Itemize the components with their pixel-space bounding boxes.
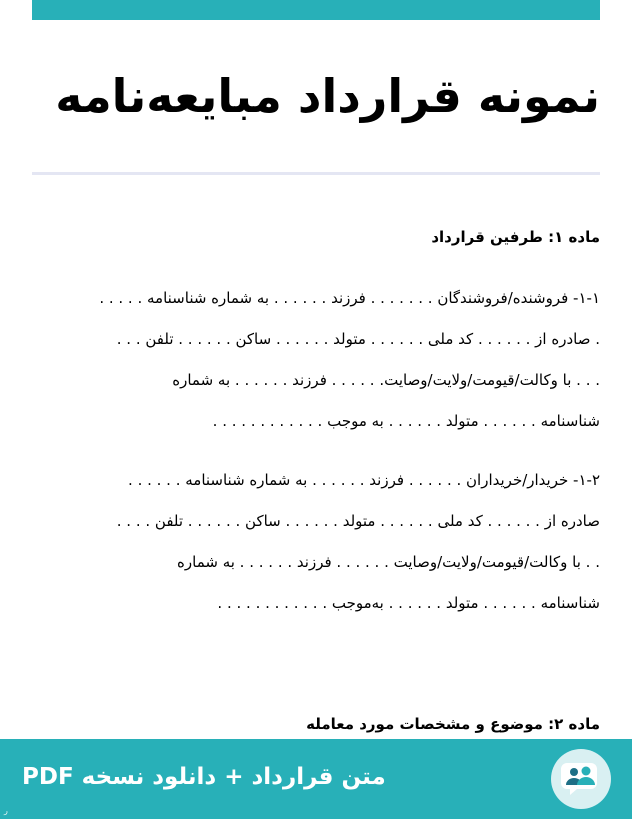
seller-line: ۱-۱- فروشنده/فروشندگان . . . . . . . فرزند . . . . . . به شماره شناسنامه . . . . . [99,289,600,307]
users-chat-icon [561,759,601,799]
top-accent-bar [32,0,600,20]
buyer-line: . . با وکالت/قیومت/ولایت/وصایت . . . . . . فرزند . . . . . . به شماره [177,553,600,571]
seller-line: شناسنامه . . . . . . متولد . . . . . . به موجب . . . . . . . . . . . . [212,412,600,430]
article-1-heading: ماده ۱: طرفین قرارداد [431,228,600,246]
seller-line: . صادره از . . . . . . کد ملی . . . . . . متولد . . . . . . ساکن . . . . . . تلفن . . . [116,330,600,348]
buyer-line: صادره از . . . . . . کد ملی . . . . . . متولد . . . . . . ساکن . . . . . . تلفن . . . . [116,512,600,530]
seller-line: . . . با وکالت/قیومت/ولایت/وصایت. . . . . . فرزند . . . . . . به شماره [172,371,600,389]
seller-paragraph [32,278,600,442]
buyer-paragraph [32,460,600,624]
buyer-line: شناسنامه . . . . . . متولد . . . . . . به‌موجب . . . . . . . . . . . . [217,594,600,612]
download-banner[interactable] [0,739,632,819]
title-divider [32,172,600,175]
download-pdf-link[interactable]: متن قرارداد + دانلود نسخه PDF [22,764,386,790]
buyer-line: ۱-۲- خریدار/خریداران . . . . . . فرزند . . . . . . به شماره شناسنامه . . . . . . [128,471,600,489]
corner-mark: ر [4,806,8,815]
site-logo[interactable] [551,749,611,809]
page-title: نمونه قرارداد مبایعه‌نامه [55,69,600,123]
article-2-heading: ماده ۲: موضوع و مشخصات مورد معامله [306,715,600,733]
